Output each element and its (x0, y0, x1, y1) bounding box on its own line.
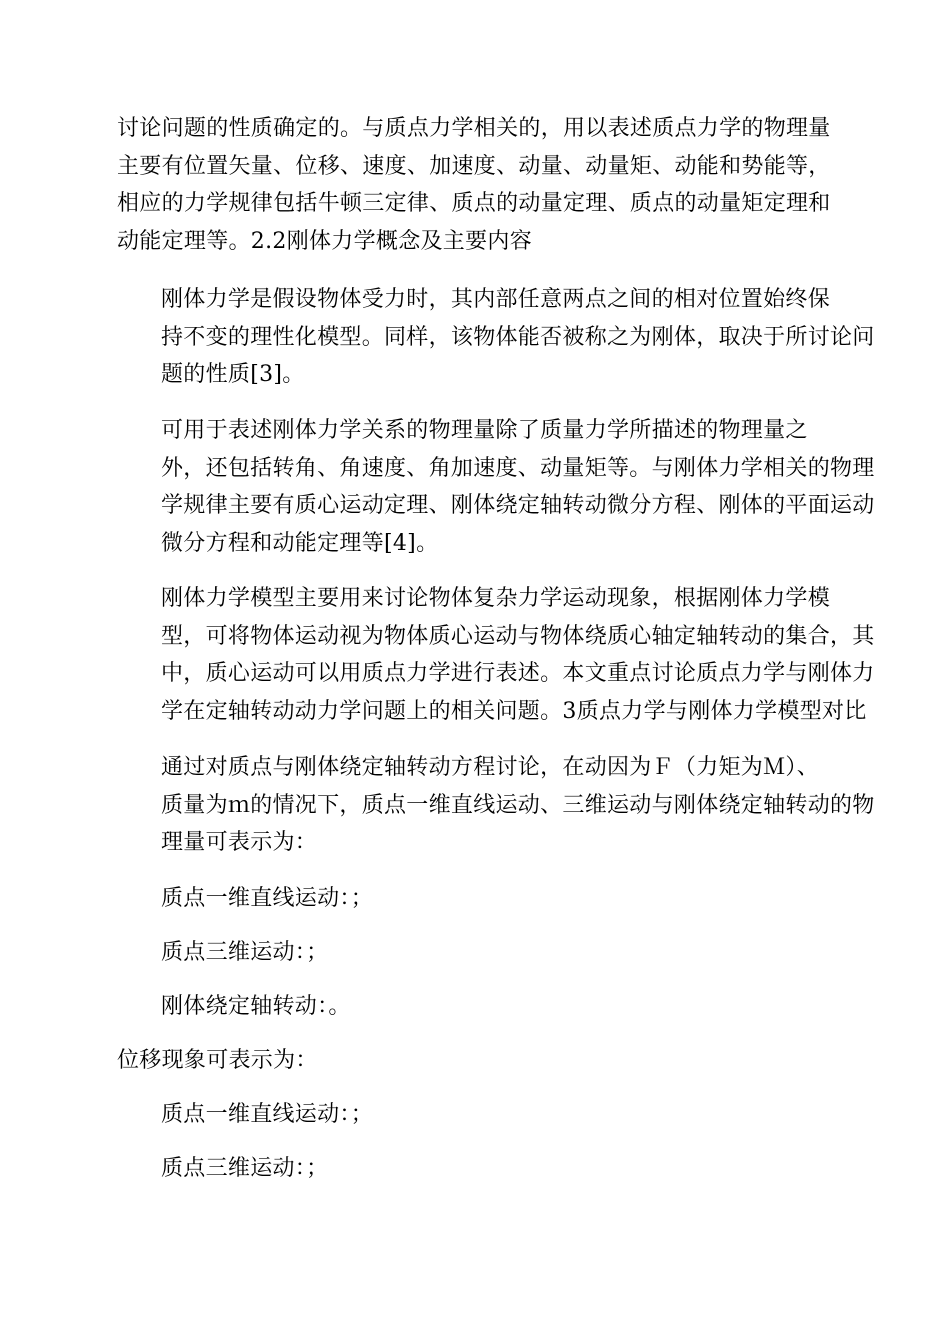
text-line: 位移现象可表示为： (117, 1048, 318, 1073)
text-line: 学在定轴转动动力学问题上的相关问题。3质点力学与刚体力学模型对比 (161, 698, 867, 724)
text-line: 可用于表述刚体力学关系的物理量除了质量力学所描述的物理量之 (161, 418, 808, 443)
paragraph-equation-discussion (117, 749, 875, 862)
list-item-point-3d-motion (117, 934, 833, 972)
paragraph-point-mechanics-quantities (117, 110, 833, 260)
text-line: 质点三维运动：； (161, 1156, 329, 1181)
text-line: 理量可表示为： (161, 830, 318, 855)
text-line: 中，质心运动可以用质点力学进行表述。本文重点讨论质点力学与刚体力 (161, 661, 875, 686)
text-line: 质点一维直线运动：； (161, 886, 374, 911)
list-item-displacement-point-3d (117, 1150, 833, 1188)
text-line: 学规律主要有质心运动定理、刚体绕定轴转动微分方程、刚体的平面运动 (161, 493, 875, 518)
list-item-displacement-point-1d (117, 1096, 833, 1134)
paragraph-rigid-body-definition (117, 281, 875, 394)
text-line: 题的性质[3]。 (161, 362, 305, 387)
paragraph-displacement-intro (117, 1042, 833, 1080)
paragraph-rigid-body-model (117, 580, 875, 730)
text-line: 型，可将物体运动视为物体质心运动与物体绕质心轴定轴转动的集合，其 (161, 623, 875, 649)
text-line: 刚体绕定轴转动：。 (161, 994, 351, 1019)
text-line: 讨论问题的性质确定的。与质点力学相关的，用以表述质点力学的物理量 (117, 116, 831, 141)
text-line: 持不变的理性化模型。同样，该物体能否被称之为刚体，取决于所讨论问 (161, 324, 875, 350)
text-line: 质点三维运动：； (161, 940, 329, 965)
text-line: 动能定理等。2.2刚体力学概念及主要内容 (117, 228, 532, 254)
paragraph-rigid-body-quantities (117, 412, 875, 562)
text-line: 刚体力学是假设物体受力时，其内部任意两点之间的相对位置始终保 (161, 287, 831, 312)
text-line: 主要有位置矢量、位移、速度、加速度、动量、动量矩、动能和势能等， (117, 153, 831, 179)
text-line: 相应的力学规律包括牛顿三定律、质点的动量定理、质点的动量矩定理和 (117, 191, 831, 216)
text-line: 微分方程和动能定理等[4]。 (161, 530, 439, 556)
list-item-rigid-body-rotation (117, 988, 833, 1026)
text-line: 刚体力学模型主要用来讨论物体复杂力学运动现象，根据刚体力学模 (161, 586, 831, 611)
text-line: 通过对质点与刚体绕定轴转动方程讨论，在动因为Ｆ（力矩为Ｍ）、 (161, 755, 820, 780)
text-line: 质点一维直线运动：； (161, 1102, 374, 1127)
text-line: 质量为ｍ的情况下，质点一维直线运动、三维运动与刚体绕定轴转动的物 (161, 792, 875, 818)
list-item-point-1d-motion (117, 880, 833, 918)
text-line: 外，还包括转角、角速度、角加速度、动量矩等。与刚体力学相关的物理 (161, 455, 875, 481)
